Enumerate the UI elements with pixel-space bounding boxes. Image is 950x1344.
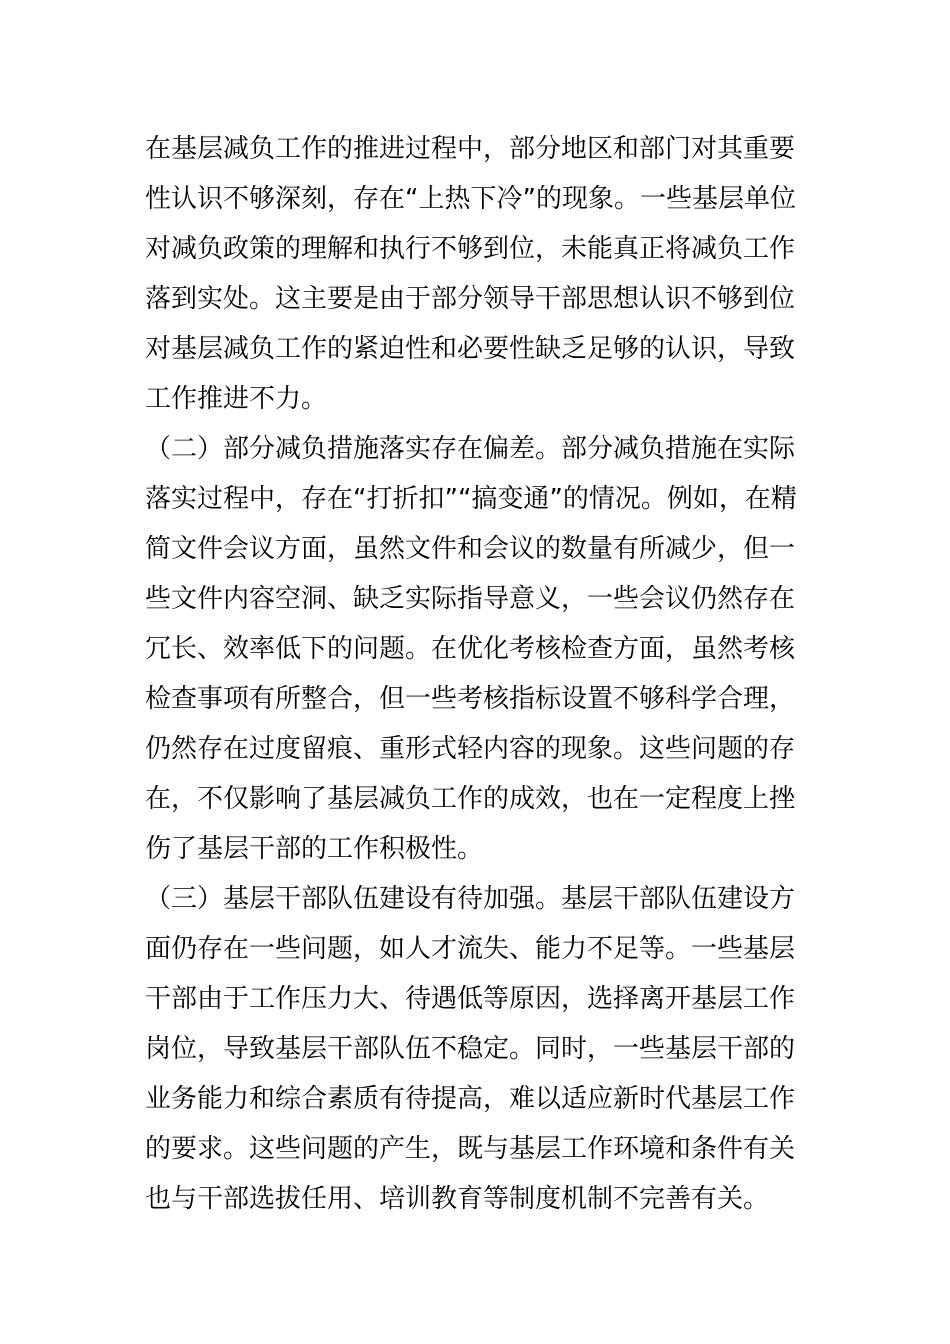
text-line: 简文件会议方面，虽然文件和会议的数量有所减少，但一: [145, 534, 796, 564]
text-line: 面仍存在一些问题，如人才流失、能力不足等。一些基层: [145, 934, 796, 964]
text-line: 冗长、效率低下的问题。在优化考核检查方面，虽然考核: [145, 634, 796, 664]
text-line: 落到实处。这主要是由于部分领导干部思想认识不够到位: [145, 284, 796, 314]
document-body: [145, 124, 815, 1224]
text-line: 在基层减负工作的推进过程中，部分地区和部门对其重要: [145, 134, 796, 164]
text-line: 也与干部选拔任用、培训教育等制度机制不完善有关。: [145, 1184, 770, 1214]
text-line: 些文件内容空洞、缺乏实际指导意义，一些会议仍然存在: [145, 584, 796, 614]
text-line: 业务能力和综合素质有待提高，难以适应新时代基层工作: [145, 1084, 796, 1114]
text-line: 性认识不够深刻，存在“上热下冷”的现象。一些基层单位: [145, 184, 796, 214]
section-heading-line: （二）部分减负措施落实存在偏差。部分减负措施在实际: [145, 434, 796, 464]
text-line: 干部由于工作压力大、待遇低等原因，选择离开基层工作: [145, 984, 796, 1014]
text-line: 对基层减负工作的紧迫性和必要性缺乏足够的认识，导致: [145, 334, 796, 364]
text-line: 落实过程中，存在“打折扣”“搞变通”的情况。例如，在精: [145, 484, 797, 514]
text-line: 的要求。这些问题的产生，既与基层工作环境和条件有关: [145, 1134, 796, 1164]
text-line: 对减负政策的理解和执行不够到位，未能真正将减负工作: [145, 234, 796, 264]
text-line: 检查事项有所整合，但一些考核指标设置不够科学合理，: [145, 684, 796, 714]
text-line: 工作推进不力。: [145, 384, 328, 414]
text-line: 在，不仅影响了基层减负工作的成效，也在一定程度上挫: [145, 784, 796, 814]
text-line: 仍然存在过度留痕、重形式轻内容的现象。这些问题的存: [145, 734, 796, 764]
section-heading-line: （三）基层干部队伍建设有待加强。基层干部队伍建设方: [145, 884, 796, 914]
text-line: 岗位，导致基层干部队伍不稳定。同时，一些基层干部的: [145, 1034, 796, 1064]
text-line: 伤了基层干部的工作积极性。: [145, 834, 484, 864]
